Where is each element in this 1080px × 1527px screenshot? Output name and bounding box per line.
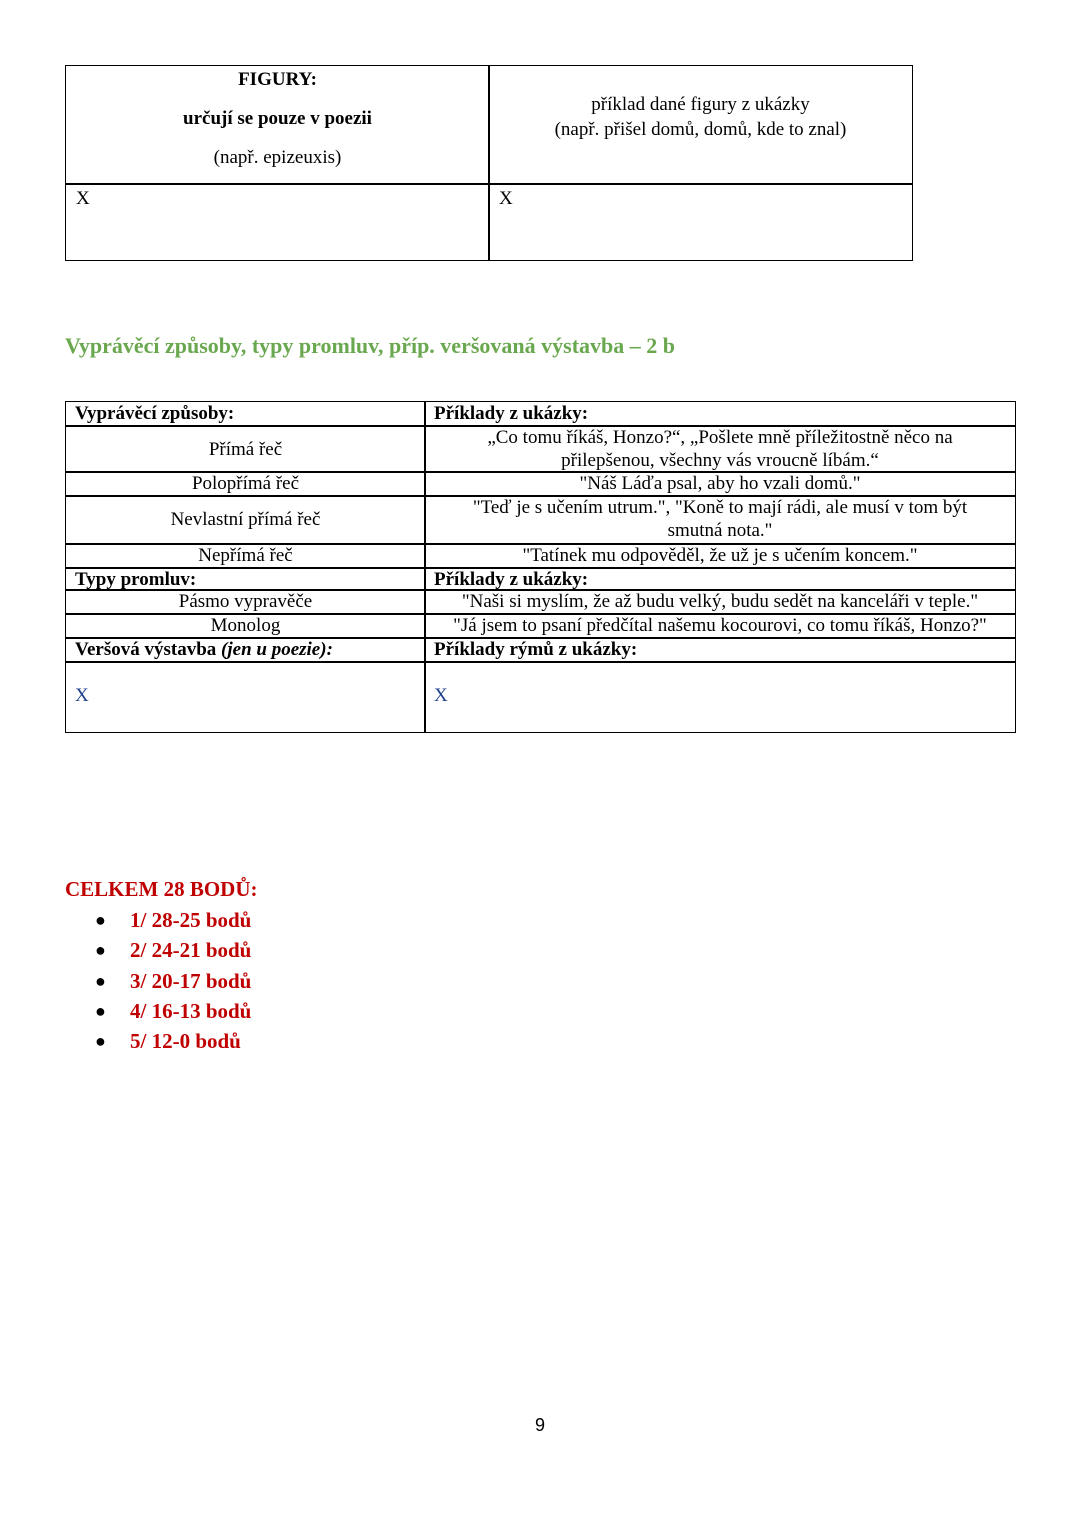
- row-label-text: Přímá řeč: [208, 439, 283, 460]
- figures-example-header-cell: [488, 65, 913, 185]
- verse-answer-cell: [65, 661, 426, 733]
- list-item: [95, 1028, 251, 1058]
- rhyme-examples-header-text: Příklady rýmů z ukázky:: [434, 639, 638, 660]
- row-label-text: Pásmo vypravěče: [178, 591, 313, 612]
- bullet-icon: ●: [95, 970, 106, 991]
- narrative-examples-header: [424, 401, 1016, 427]
- row-example-text: "Naši si myslím, že až budu velký, budu sedět na kanceláři v teple.": [461, 591, 979, 612]
- speech-types-header-text: Typy promluv:: [75, 569, 197, 590]
- verse-answer-left: X: [75, 685, 89, 706]
- verse-structure-header-text: Veršová výstavba: [75, 639, 217, 660]
- score-title: CELKEM 28 BODŮ:: [65, 877, 258, 901]
- row-label-text: Nevlastní přímá řeč: [170, 509, 321, 530]
- row-label-text: Monolog: [210, 615, 281, 636]
- score-item-text: 1/ 28-25 bodů: [130, 908, 252, 932]
- speech-examples-header: [424, 567, 1016, 591]
- speech-examples-header-text: Příklady z ukázky:: [434, 569, 589, 590]
- row-example-text: "Já jsem to psaní předčítal našemu kocourovi, co tomu říkáš, Honzo?": [453, 615, 987, 636]
- table-row-label: [65, 613, 426, 639]
- speech-types-header: [65, 567, 426, 591]
- verse-structure-header: [65, 637, 426, 663]
- figures-answer-left: X: [76, 188, 90, 209]
- rhyme-examples-header: [424, 637, 1016, 663]
- list-item: [95, 968, 251, 998]
- list-item: [95, 998, 251, 1028]
- list-item: [95, 907, 251, 937]
- table-row-label: [65, 495, 426, 545]
- table-row-example: [424, 495, 1016, 545]
- row-label-text: Nepřímá řeč: [198, 545, 293, 566]
- narrative-methods-header: [65, 401, 426, 427]
- score-list: [95, 907, 251, 1058]
- narrative-examples-header-text: Příklady z ukázky:: [434, 403, 589, 424]
- verse-structure-header-note: (jen u poezie):: [221, 639, 333, 660]
- figures-table: [65, 65, 913, 261]
- table-row-example: [424, 471, 1016, 497]
- narrative-methods-header-text: Vyprávěcí způsoby:: [75, 403, 235, 424]
- row-example-text: „Co tomu říkáš, Honzo?“, „Pošlete mně příležitostně něco na přilepšenou, všechny vás vroucně líbám.“: [487, 427, 953, 471]
- figures-answer-cell: [65, 183, 490, 261]
- figures-example-header-line1: příklad dané figury z ukázky: [591, 94, 810, 115]
- table-row-label: [65, 543, 426, 569]
- row-example-text: "Teď je s učením utrum.", "Koně to mají rádi, ale musí v tom být smutná nota.": [472, 497, 968, 541]
- score-item-text: 5/ 12-0 bodů: [130, 1029, 241, 1054]
- bullet-icon: ●: [95, 940, 106, 961]
- table-row-example: [424, 613, 1016, 639]
- row-example-text: "Náš Láďa psal, aby ho vzali domů.": [579, 473, 861, 494]
- table-row-label: [65, 471, 426, 497]
- bullet-icon: ●: [95, 910, 106, 930]
- score-item-text: 2/ 24-21 bodů: [130, 938, 252, 963]
- score-item-text: 3/ 20-17 bodů: [130, 968, 252, 993]
- row-example-text: "Tatínek mu odpověděl, že už je s učením koncem.": [522, 545, 918, 566]
- figures-header-cell: [65, 65, 490, 185]
- rhyme-answer-right: X: [434, 685, 448, 706]
- row-label-text: Polopřímá řeč: [191, 473, 300, 494]
- figures-title: FIGURY:: [238, 69, 317, 90]
- table-row-example: [424, 589, 1016, 615]
- score-item-text: 4/ 16-13 bodů: [130, 998, 252, 1023]
- table-row-label: [65, 425, 426, 473]
- list-item: [95, 937, 251, 967]
- bullet-icon: ●: [95, 1000, 106, 1021]
- table-row-label: [65, 589, 426, 615]
- figures-example-answer-cell: [488, 183, 913, 261]
- narrative-table: [65, 401, 1016, 733]
- figures-example-hint: (např. epizeuxis): [213, 147, 342, 168]
- page-number: 9: [534, 1415, 545, 1435]
- figures-note: určují se pouze v poezii: [183, 108, 372, 129]
- bullet-icon: ●: [95, 1031, 106, 1052]
- figures-answer-right: X: [499, 188, 513, 209]
- table-row-example: [424, 425, 1016, 473]
- rhyme-answer-cell: [424, 661, 1016, 733]
- section-heading: Vyprávěcí způsoby, typy promluv, příp. veršovaná výstavba – 2 b: [65, 333, 675, 358]
- table-row-example: [424, 543, 1016, 569]
- figures-example-header-line2: (např. přišel domů, domů, kde to znal): [554, 119, 847, 140]
